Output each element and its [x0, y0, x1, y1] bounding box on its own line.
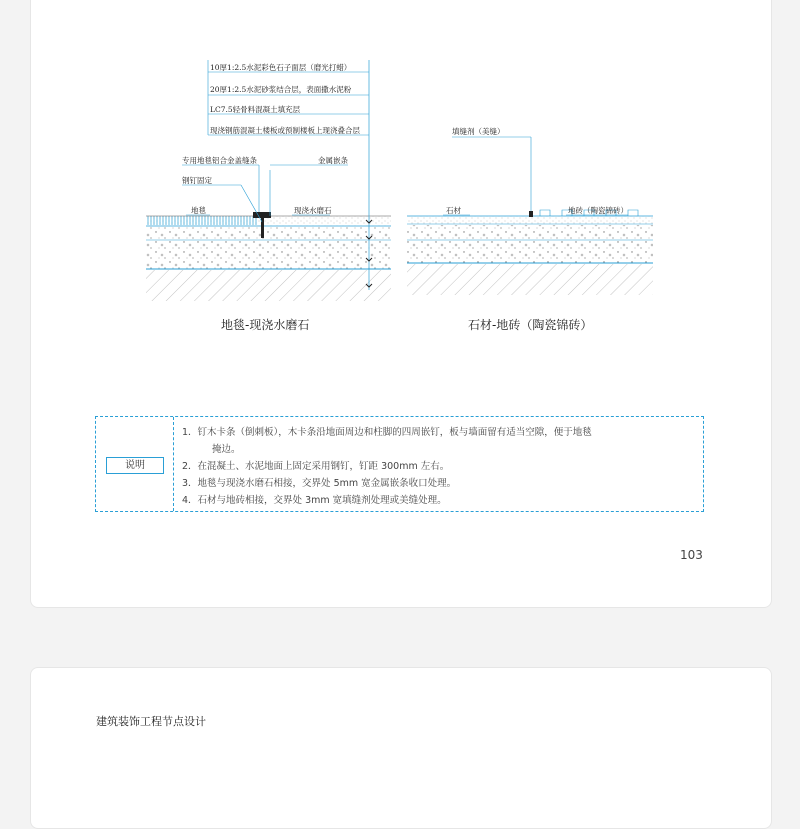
note-line-4: 4．石材与地砖相接，交界处 3mm 宽填缝剂处理或美缝处理。: [182, 495, 447, 506]
right-floor-section: [407, 137, 653, 295]
carpet-label: 地毯: [191, 206, 206, 215]
note-line-2: 2．在混凝土、水泥地面上固定采用钢钉，钉距 300mm 左右。: [182, 461, 450, 472]
layer-label-1: 10厚1:2.5水泥彩色石子面层（磨光打蜡）: [210, 63, 352, 72]
layer-label-3: LC7.5轻骨料混凝土填充层: [210, 105, 301, 114]
note-line-1: 1．钉木卡条（倒刺板），木卡条沿地面周边和柱脚的四周嵌钉，板与墙面留有适当空隙，便于地毯: [182, 427, 592, 438]
metal-strip-label: 金属嵌条: [318, 156, 348, 165]
left-diagram-title: 地毯-现浇水磨石: [221, 318, 310, 332]
notes-divider: [173, 417, 174, 511]
nail-label: 钢钉固定: [182, 176, 212, 185]
next-page-header: 建筑装饰工程节点设计: [96, 715, 206, 728]
notes-box: [95, 416, 704, 512]
tile-label: 地砖（陶瓷锦砖）: [568, 206, 628, 215]
strip-label: 专用地毯铝合金盖缝条: [182, 156, 257, 165]
note-line-3: 3．地毯与现浇水磨石相接，交界处 5mm 宽金属嵌条收口处理。: [182, 478, 457, 489]
layer-label-4: 现浇钢筋混凝土楼板或预制楼板上现浇叠合层: [210, 126, 360, 135]
notes-title: 说明: [106, 457, 164, 474]
sealant-label: 填缝剂（美缝）: [452, 127, 505, 136]
note-line-1-cont: 掩边。: [212, 444, 241, 455]
terrazzo-label: 现浇水磨石: [294, 206, 332, 215]
page-number: 103: [680, 548, 703, 562]
layer-label-2: 20厚1:2.5水泥砂浆结合层，表面撒水泥粉: [210, 85, 352, 94]
stone-label: 石材: [446, 206, 461, 215]
right-diagram-title: 石材-地砖（陶瓷锦砖）: [468, 318, 593, 332]
